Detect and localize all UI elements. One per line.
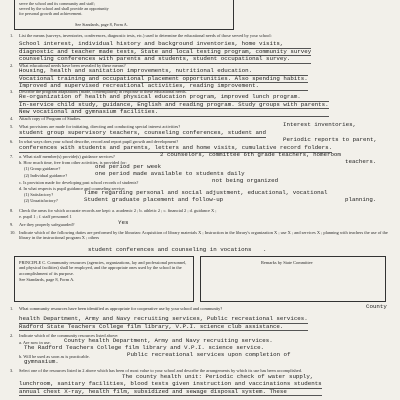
item-7d2-answer: Student graduate placement and follow-up [84,196,224,203]
item-3-number: 3. [10,89,14,94]
item-c2b-answer-cont: gymnasium. [24,358,59,365]
item-10-number: 10. [10,230,16,235]
item-7b1-answer: one period per week [95,163,162,170]
principle-c-text: PRINCIPLE C. Community resources (agencies, organizations, lay and professional personnel, and physical facilities) shall be employed, and the appropriate ones used by the school in the accomplishment of its purpose. [19,260,187,276]
item-c2b-answer: Public recreational services upon completion of [127,351,291,358]
item-c3-number: 3. [10,368,14,373]
item-c1-answer-inline: County [366,303,387,310]
item-c3-answer-line-1: lunchroom, sanitary facilities, blood tests given instruction and vaccinations students [19,380,322,387]
principle-b-box [14,0,234,30]
principle-b-line-1: serve the school and its community and staff; [19,1,95,6]
item-1-answer-line-3: counseling conferences with parents and students, student occupational survey. [19,56,311,64]
item-7b1-label: (1) Group guidance? [24,166,61,171]
item-7d1-answer: Time regarding personal and social adjustment, educational, vocational [84,189,328,196]
item-7c-label: c. Is provision made for developing past school records of students? [19,180,139,185]
item-c2a-label: a. Are now in use. [19,340,51,345]
item-3-answer-line-3: New vocational and gymnasium facilities. [19,109,329,117]
item-7b-question: b. How much time, free from other activities, is provided for: [19,160,127,165]
principle-c-box [14,256,194,302]
item-c2a-answer-cont: The Radford Teachers College film library and V.P.I. science service. [24,344,265,351]
item-2-answer-line-3: Improved and supervised recreational activities, reading improvement. [19,83,308,91]
item-c1-question: What community resources have been identified as appropriate for cooperative use by your school and community? [19,306,223,311]
principle-b-reference: See Standards, page 8, Form A. [75,21,128,27]
item-6-answer-line-1: conferences with students and parents, letters and home visits, cumulative record folders. [19,144,333,151]
item-1-answer-line-2: diagnostic and teacher made tests, State and local testing program, community survey [19,47,312,55]
item-7d-label: d. In what respects is pupil guidance and counseling service: [19,186,126,191]
item-1-answer-line-1: School interest, individual history and background inventories, home visits, [19,41,311,49]
principle-b-line-3: for personal growth and achievement. [19,11,83,17]
item-10-answer: student conferences and counseling in vocations [88,246,252,253]
item-3-answer-line-1: Re-organization of health and physical education program, improved lunch program. [19,94,329,102]
principle-c-reference: See Standards, page 8, Form A. [19,277,75,283]
item-2-number: 2. [10,63,14,68]
item-3-question: Describe the program adaptations (made, contemplated) in response to these educational needs. [19,89,187,94]
remarks-label: Remarks by State Committee [261,260,313,265]
item-c1-answer-line-1: health Department, Army and Navy recruiting services, Public recreational services. [19,315,308,322]
item-7a-answer-tail: teachers. [345,158,377,165]
item-c1-number: 1. [10,306,14,311]
item-7d2-answer-tail: planning. [345,196,377,203]
item-3-answer-line-2: In-service child study, guidance, English and reading program. Study groups with parents. [19,100,329,108]
item-8-number: 8. [10,208,14,213]
item-7b2-answer: one period made available to students daily [95,170,245,177]
item-2-answer-line-1: Housing, health and sanitation improvements, nutritional education. [19,68,308,76]
item-c1-answer-line-2: Radford State Teachers College film library, V.P.I. science club assistance. [19,324,308,332]
item-7-number: 7. [10,154,14,159]
item-1-answer [19,41,311,64]
item-5-answer-inline: Interest inventories, [283,121,357,128]
item-2-answer [19,68,308,91]
item-c2-number: 2. [10,333,14,338]
item-c3-answer-line-2: annual chest X-ray, health film, subsidized and sewage disposal system. These [19,389,322,397]
item-4-number: 4. [10,116,14,121]
item-9-number: 9. [10,222,14,227]
item-5-answer-line-1: student group supervisory teachers, counseling conferences, student and [19,129,266,136]
item-8-question-cont: e. pupil 1 ; f. staff personnel 1 [19,214,72,219]
item-6-number: 6. [10,139,14,144]
item-c3-question: Select one of the resources listed in 2 above which has been of most value to your school and describe the arrangements by which its use has been accomplished. [19,368,302,373]
item-5-answer [19,130,266,138]
item-c3-answer-inline: The county health unit: Periodic check of water supply, [122,373,314,380]
item-7a-question: a. What staff member(s) provide(s) guidance services? [19,154,115,159]
remarks-box [200,256,386,302]
item-c2a-answer: County health Department, Army and Navy recruiting services. [64,337,273,344]
item-3-answer [19,94,329,117]
item-5-question: What provisions are made for initiating, directing and conducting special interest activities? [19,124,181,129]
item-6-answer-inline: Periodic reports to parent, [283,136,377,143]
item-7a-answer-inline: 2 counselors, committee 6th grade teachers, homeroom [160,151,341,158]
item-6-question: In what ways does your school describe, record and report pupil growth and development? [19,139,179,144]
principle-b-line-2: served by the school and shall provide an opportunity [19,6,109,12]
item-9-answer: Yes [118,219,129,226]
item-8-question: Check the areas for which accurate records are kept: a. academic 2 ; b. athletic 2 ; c. financial 2 ; d. guidance X ; [19,208,217,213]
item-7d2-label: (2) Unsatisfactory? [24,198,58,203]
item-2-question: What educational needs have been revealed by these means? [19,63,126,68]
item-10-answer-tail: . [263,246,267,253]
item-1-question: List the means (surveys, inventories, conferences, diagnostic tests, etc.) used to determine the educational needs of those served by your school: [19,33,272,38]
item-7d1-label: (1) Satisfactory? [24,192,54,197]
item-c1-answer [19,316,308,331]
item-7b2-label: (2) Individual guidance? [24,173,68,178]
item-c3-answer [19,381,322,396]
item-1-number: 1. [10,33,14,38]
item-4-question: Attach copy of Program of Studies. [19,116,82,121]
item-2-answer-line-2: Vocational training and occupational placement opportunities. Also spending habits. [19,74,308,82]
item-c2-question: Indicate which of the community resources listed above: [19,333,119,338]
item-7c-answer: not being organized [212,177,279,184]
item-10-question: Indicate which of the following duties are performed by the librarian: Acquisition of library materials X ; Instruction in the library's organization X ; use X ; and services X ; planning with teachers the use of the library in the instructional program X ; others [19,230,388,241]
item-5-number: 5. [10,124,14,129]
item-9-question: Are they properly safeguarded? [19,222,75,227]
item-c2b-label: b. Will be used as soon as is practicable. [19,354,90,359]
